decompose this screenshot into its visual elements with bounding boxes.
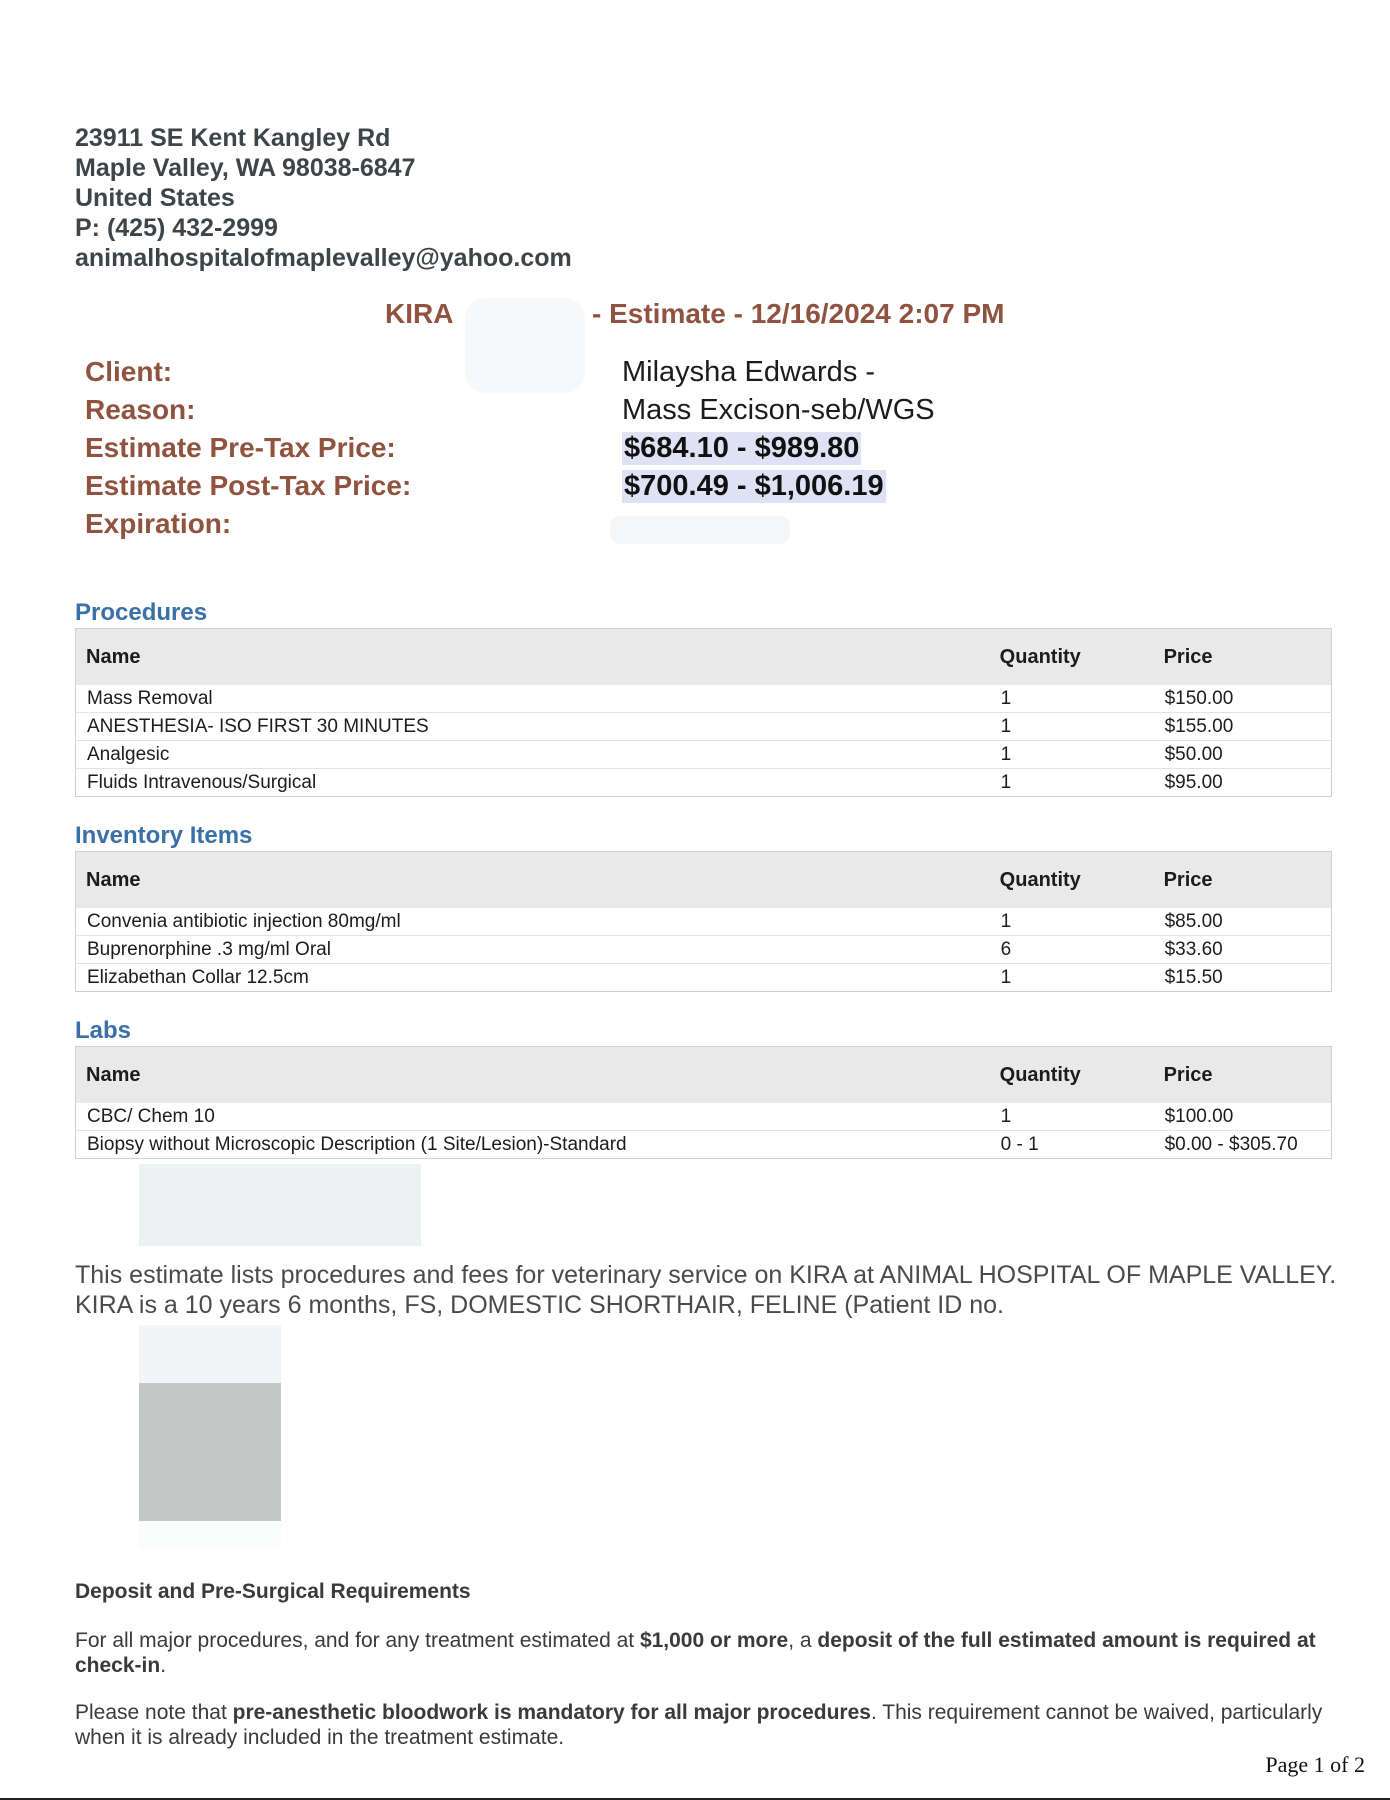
deposit-threshold: $1,000 or more	[639, 1629, 789, 1652]
column-header-quantity: Quantity	[990, 852, 1154, 909]
procedures-title: Procedures	[75, 599, 208, 626]
labs-table	[75, 1046, 1332, 1159]
item-price: $15.50	[1154, 964, 1332, 992]
item-quantity: 1	[990, 964, 1154, 992]
bloodwork-requirement: pre-anesthetic bloodwork is mandatory for all major procedures	[232, 1701, 871, 1724]
patient-name-title: KIRA	[385, 298, 454, 329]
item-quantity: 6	[990, 936, 1154, 964]
deposit-text: .	[160, 1654, 167, 1677]
item-name: Buprenorphine .3 mg/ml Oral	[76, 936, 990, 964]
item-name: Elizabethan Collar 12.5cm	[76, 964, 990, 992]
item-price: $95.00	[1154, 769, 1332, 797]
posttax-label: Estimate Post-Tax Price:	[85, 470, 412, 501]
table-row	[76, 769, 1332, 797]
labs-title: Labs	[75, 1017, 132, 1044]
column-header-quantity: Quantity	[990, 1047, 1154, 1104]
item-quantity: 0 - 1	[990, 1131, 1154, 1159]
table-header-row	[76, 1047, 1332, 1104]
expiration-label: Expiration:	[85, 508, 232, 539]
item-name: Analgesic	[76, 741, 990, 769]
posttax-value: $700.49 - $1,006.19	[624, 470, 884, 502]
item-name: Biopsy without Microscopic Description (1 Site/Lesion)-Standard	[76, 1131, 990, 1159]
table-row	[76, 936, 1332, 964]
item-quantity: 1	[990, 713, 1154, 741]
table-header-row	[76, 629, 1332, 686]
clinic-phone: P: (425) 432-2999	[75, 214, 278, 242]
table-row	[76, 685, 1332, 713]
item-quantity: 1	[1000, 687, 1012, 709]
item-quantity: 1	[1000, 1105, 1012, 1127]
bloodwork-paragraph	[75, 1700, 1345, 1750]
item-quantity: 1	[1000, 910, 1012, 932]
clinic-country: United States	[75, 184, 235, 212]
item-price: $155.00	[1154, 713, 1332, 741]
column-header-name: Name	[76, 629, 990, 686]
reason-label: Reason:	[85, 394, 196, 425]
redaction-block	[139, 1325, 281, 1383]
deposit-paragraph	[75, 1628, 1345, 1678]
redaction-block	[139, 1521, 281, 1549]
procedures-table	[75, 628, 1332, 797]
table-row	[76, 741, 1332, 769]
item-price: $33.60	[1154, 936, 1332, 964]
item-price: $50.00	[1154, 741, 1332, 769]
redaction-expiration	[610, 516, 790, 544]
item-price: $85.00	[1164, 910, 1223, 932]
item-name: CBC/ Chem 10	[87, 1105, 215, 1127]
pretax-value: $684.10 - $989.80	[624, 432, 860, 464]
table-row	[76, 908, 1332, 936]
clinic-address	[75, 123, 572, 273]
column-header-name: Name	[76, 1047, 990, 1104]
deposit-text: For all major procedures, and for any treatment estimated at	[75, 1629, 640, 1652]
page-number: Page 1 of 2	[1265, 1752, 1365, 1777]
column-header-price: Price	[1154, 852, 1332, 909]
column-header-name: Name	[76, 852, 990, 909]
clinic-email: animalhospitalofmaplevalley@yahoo.com	[75, 244, 572, 272]
client-value: Milaysha Edwards -	[622, 356, 876, 388]
table-row	[76, 713, 1332, 741]
redaction-block	[139, 1383, 281, 1521]
redaction-block	[139, 1164, 421, 1246]
bloodwork-text: Please note that	[75, 1701, 233, 1724]
estimate-title: - Estimate - 12/16/2024 2:07 PM	[592, 298, 1005, 329]
item-name: Convenia antibiotic injection 80mg/ml	[87, 910, 401, 932]
clinic-street: 23911 SE Kent Kangley Rd	[75, 124, 391, 152]
bloodwork-text: . This requirement cannot be waived, particularly when it is already included in the treatment estimate.	[75, 1701, 1323, 1749]
client-label: Client:	[85, 356, 173, 387]
item-quantity: 1	[990, 741, 1154, 769]
reason-value: Mass Excison-seb/WGS	[622, 394, 935, 426]
table-row	[76, 1103, 1332, 1131]
inventory-table	[75, 851, 1332, 992]
table-header-row	[76, 852, 1332, 909]
inventory-title: Inventory Items	[75, 822, 253, 849]
table-row	[76, 1131, 1332, 1159]
deposit-title: Deposit and Pre-Surgical Requirements	[75, 1580, 471, 1603]
column-header-quantity: Quantity	[990, 629, 1154, 686]
deposit-requirement: deposit of the full estimated amount is required at check-in	[75, 1629, 1316, 1677]
deposit-text: , a	[788, 1629, 818, 1652]
redaction-patient-lastname	[465, 298, 585, 393]
item-price: $100.00	[1164, 1105, 1234, 1127]
item-price: $150.00	[1164, 687, 1234, 709]
item-name: Mass Removal	[87, 687, 213, 709]
column-header-price: Price	[1154, 629, 1332, 686]
estimate-narrative: This estimate lists procedures and fees for veterinary service on KIRA at ANIMAL HOSPITAL OF MAPLE VALLEY. KIRA is a 10 years 6 months, FS, DOMESTIC SHORTHAIR, FELINE (Patient ID no.	[75, 1261, 1337, 1319]
table-row	[76, 964, 1332, 992]
item-name: ANESTHESIA- ISO FIRST 30 MINUTES	[76, 713, 990, 741]
column-header-price: Price	[1154, 1047, 1332, 1104]
pretax-label: Estimate Pre-Tax Price:	[85, 432, 396, 463]
item-quantity: 1	[990, 769, 1154, 797]
item-price: $0.00 - $305.70	[1154, 1131, 1332, 1159]
clinic-city: Maple Valley, WA 98038-6847	[75, 154, 416, 182]
item-name: Fluids Intravenous/Surgical	[76, 769, 990, 797]
